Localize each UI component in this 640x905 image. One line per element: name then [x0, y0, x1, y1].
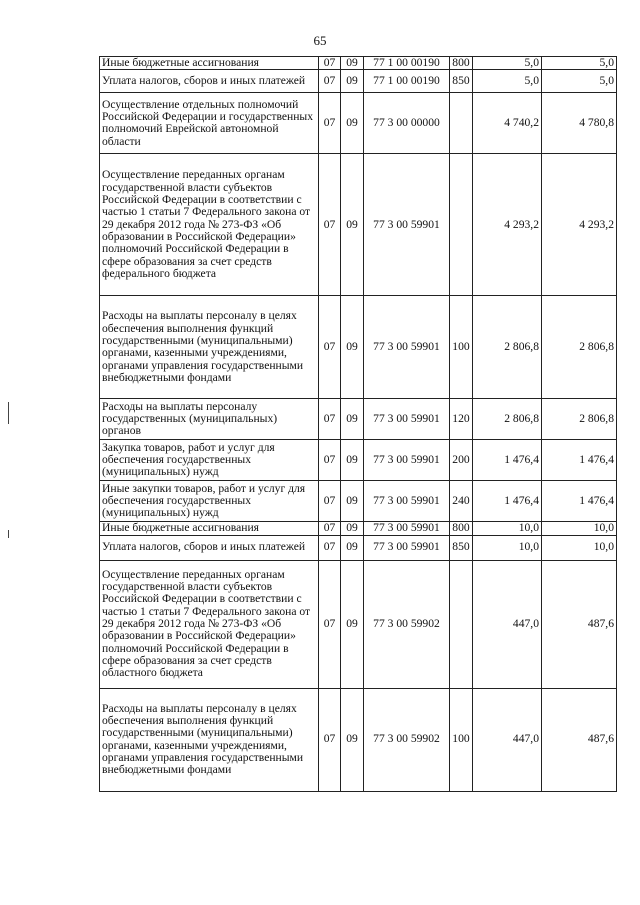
row-subsection: 09 — [341, 522, 364, 535]
row-subsection: 09 — [341, 399, 364, 440]
row-name: Уплата налогов, сборов и иных платежей — [100, 535, 319, 560]
row-subsection: 09 — [341, 154, 364, 296]
table-row — [100, 399, 617, 440]
row-subsection: 09 — [341, 93, 364, 154]
row-name: Осуществление переданных органам государственной власти субъектов Российской Федерации в соответствии с частью 1 статьи 7 Федерального закона от 29 декабря 2012 года № 273-ФЗ «Об образовании в Российской Федерации» полномочий Российской Федерации в сфере образования за счет средств федерального бюджета — [100, 154, 319, 296]
row-sum-year-1: 447,0 — [473, 688, 542, 791]
row-target-article: 77 1 00 00190 — [364, 70, 450, 93]
row-expense-type — [450, 93, 473, 154]
row-sum-year-1: 2 806,8 — [473, 399, 542, 440]
row-sum-year-2: 10,0 — [542, 535, 617, 560]
row-name: Иные бюджетные ассигнования — [100, 57, 319, 70]
row-sum-year-2: 4 293,2 — [542, 154, 617, 296]
budget-table — [99, 56, 617, 792]
row-sum-year-2: 5,0 — [542, 70, 617, 93]
row-name: Иные закупки товаров, работ и услуг для обеспечения государственных (муниципальных) нужд — [100, 481, 319, 522]
row-section: 07 — [319, 70, 341, 93]
row-target-article: 77 3 00 59902 — [364, 688, 450, 791]
row-name: Осуществление отдельных полномочий Российской Федерации и государственных полномочий Еврейской автономной области — [100, 93, 319, 154]
row-target-article: 77 3 00 59901 — [364, 399, 450, 440]
row-section: 07 — [319, 560, 341, 688]
table-row — [100, 70, 617, 93]
row-subsection: 09 — [341, 688, 364, 791]
row-sum-year-2: 2 806,8 — [542, 399, 617, 440]
row-target-article: 77 3 00 00000 — [364, 93, 450, 154]
table-row — [100, 57, 617, 70]
margin-mark-1 — [8, 402, 9, 424]
table-row — [100, 296, 617, 399]
row-expense-type: 240 — [450, 481, 473, 522]
row-sum-year-2: 10,0 — [542, 522, 617, 535]
row-expense-type: 200 — [450, 440, 473, 481]
row-target-article: 77 3 00 59902 — [364, 560, 450, 688]
row-expense-type: 120 — [450, 399, 473, 440]
row-section: 07 — [319, 93, 341, 154]
row-subsection: 09 — [341, 535, 364, 560]
row-section: 07 — [319, 399, 341, 440]
row-section: 07 — [319, 296, 341, 399]
row-section: 07 — [319, 154, 341, 296]
table-row — [100, 154, 617, 296]
row-subsection: 09 — [341, 57, 364, 70]
row-subsection: 09 — [341, 560, 364, 688]
row-sum-year-1: 10,0 — [473, 522, 542, 535]
row-name: Расходы на выплаты персоналу государственных (муниципальных) органов — [100, 399, 319, 440]
row-name: Иные бюджетные ассигнования — [100, 522, 319, 535]
row-expense-type: 100 — [450, 688, 473, 791]
row-section: 07 — [319, 440, 341, 481]
table-row — [100, 535, 617, 560]
row-name: Закупка товаров, работ и услуг для обеспечения государственных (муниципальных) нужд — [100, 440, 319, 481]
row-section: 07 — [319, 535, 341, 560]
row-sum-year-1: 1 476,4 — [473, 481, 542, 522]
row-name: Осуществление переданных органам государственной власти субъектов Российской Федерации в соответствии с частью 1 статьи 7 Федерального закона от 29 декабря 2012 года № 273-ФЗ «Об образовании в Российской Федерации» полномочий Российской Федерации в сфере образования за счет средств областного бюджета — [100, 560, 319, 688]
row-sum-year-1: 447,0 — [473, 560, 542, 688]
table-row — [100, 560, 617, 688]
row-sum-year-1: 5,0 — [473, 70, 542, 93]
row-subsection: 09 — [341, 481, 364, 522]
row-expense-type — [450, 154, 473, 296]
row-section: 07 — [319, 522, 341, 535]
row-name: Расходы на выплаты персоналу в целях обеспечения выполнения функций государственными (муниципальными) органами, казенными учреждениями, органами управления государственными внебюджетными фондами — [100, 296, 319, 399]
table-row — [100, 440, 617, 481]
table-row — [100, 688, 617, 791]
margin-mark-2 — [8, 530, 9, 538]
page-number: 65 — [313, 33, 327, 48]
row-expense-type: 850 — [450, 70, 473, 93]
row-expense-type: 800 — [450, 57, 473, 70]
row-target-article: 77 3 00 59901 — [364, 154, 450, 296]
row-name: Расходы на выплаты персоналу в целях обеспечения выполнения функций государственными (муниципальными) органами, казенными учреждениями, органами управления государственными внебюджетными фондами — [100, 688, 319, 791]
row-sum-year-1: 1 476,4 — [473, 440, 542, 481]
row-sum-year-1: 2 806,8 — [473, 296, 542, 399]
row-sum-year-2: 1 476,4 — [542, 440, 617, 481]
row-sum-year-1: 10,0 — [473, 535, 542, 560]
row-section: 07 — [319, 688, 341, 791]
row-target-article: 77 3 00 59901 — [364, 481, 450, 522]
row-expense-type: 850 — [450, 535, 473, 560]
table-row — [100, 481, 617, 522]
row-sum-year-2: 5,0 — [542, 57, 617, 70]
row-sum-year-2: 2 806,8 — [542, 296, 617, 399]
row-expense-type: 100 — [450, 296, 473, 399]
row-section: 07 — [319, 57, 341, 70]
row-target-article: 77 3 00 59901 — [364, 440, 450, 481]
row-name: Уплата налогов, сборов и иных платежей — [100, 70, 319, 93]
row-target-article: 77 3 00 59901 — [364, 535, 450, 560]
row-subsection: 09 — [341, 440, 364, 481]
row-target-article: 77 1 00 00190 — [364, 57, 450, 70]
row-target-article: 77 3 00 59901 — [364, 522, 450, 535]
row-sum-year-2: 1 476,4 — [542, 481, 617, 522]
table-row — [100, 522, 617, 535]
row-section: 07 — [319, 481, 341, 522]
table-row — [100, 93, 617, 154]
row-sum-year-2: 487,6 — [542, 560, 617, 688]
row-target-article: 77 3 00 59901 — [364, 296, 450, 399]
row-expense-type — [450, 560, 473, 688]
row-subsection: 09 — [341, 296, 364, 399]
row-sum-year-1: 4 293,2 — [473, 154, 542, 296]
row-sum-year-1: 4 740,2 — [473, 93, 542, 154]
row-sum-year-2: 4 780,8 — [542, 93, 617, 154]
row-sum-year-1: 5,0 — [473, 57, 542, 70]
row-expense-type: 800 — [450, 522, 473, 535]
row-sum-year-2: 487,6 — [542, 688, 617, 791]
row-subsection: 09 — [341, 70, 364, 93]
